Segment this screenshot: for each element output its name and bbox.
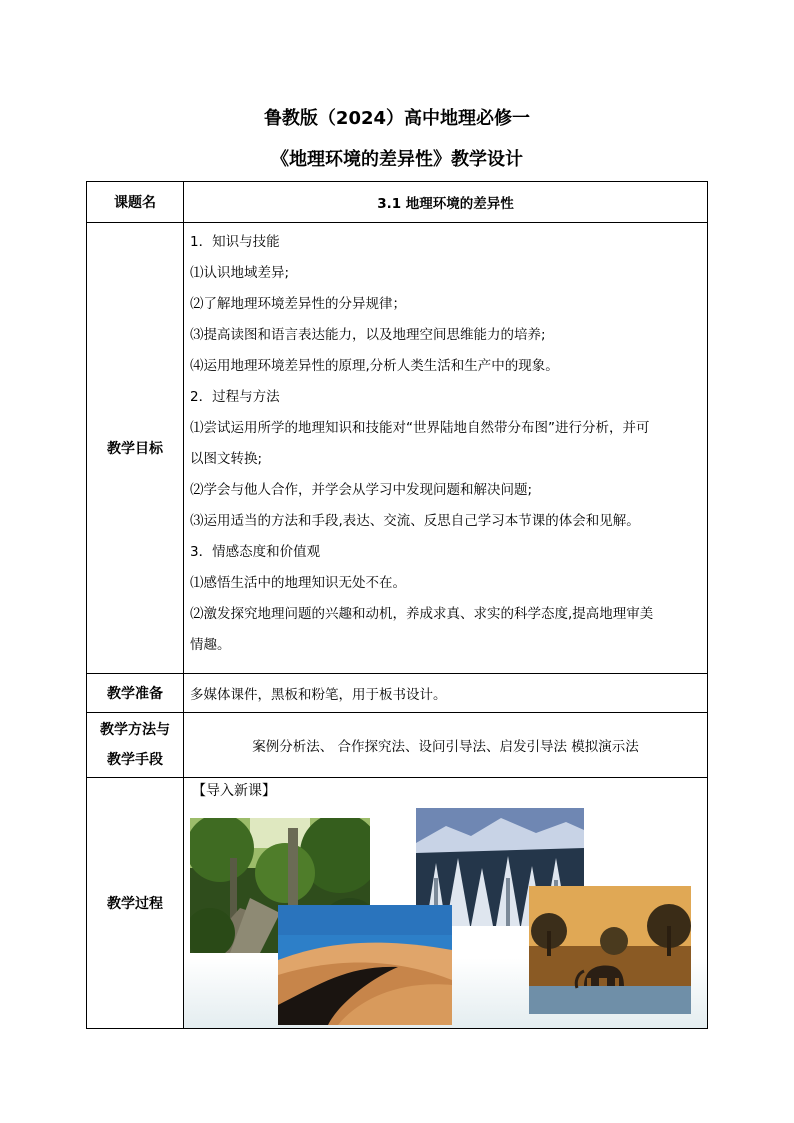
table-row-methods [87,713,708,778]
document-title: 鲁教版（2024）高中地理必修一 [263,108,531,129]
methods-label-line2: 教学手段 [107,752,163,768]
goal-line: 情趣。 [190,637,231,653]
goal-line: ⑵激发探究地理问题的兴趣和动机，养成求真、求实的科学态度,提高地理审美 [190,606,654,622]
methods-label [87,713,184,778]
table-row-prep [87,674,708,713]
table-row-topic [87,182,708,223]
goal-line: ⑶运用适当的方法和手段,表达、交流、反思自己学习本节课的体会和见解。 [190,513,640,529]
methods-label-line1: 教学方法与 [100,722,170,738]
goal-line: ⑴尝试运用所学的地理知识和技能对“世界陆地自然带分布图”进行分析，并可 [190,420,650,436]
goal-line: ⑵学会与他人合作，并学会从学习中发现问题和解决问题; [190,482,533,498]
goal-line: 以图文转换; [190,451,263,467]
methods-value: 案例分析法、 合作探究法、设问引导法、启发引导法 模拟演示法 [184,713,708,778]
topic-value: 3.1 地理环境的差异性 [184,182,708,223]
goal-line: 3．情感态度和价值观 [190,544,321,560]
process-label: 教学过程 [87,778,184,1029]
goal-line: ⑶提高读图和语言表达能力，以及地理空间思维能力的培养; [190,327,546,343]
goal-line: ⑴认识地域差异; [190,265,290,281]
goal-line: ⑷运用地理环境差异性的原理,分析人类生活和生产中的现象。 [190,358,559,374]
lesson-plan-table [86,181,708,1029]
prep-label: 教学准备 [87,674,184,713]
goal-line: 1．知识与技能 [190,234,280,250]
savanna-photo [529,886,691,1014]
goals-label: 教学目标 [87,223,184,674]
goal-line: 2．过程与方法 [190,389,280,405]
goals-content [184,223,708,674]
intro-heading: 【导入新课】 [192,783,276,799]
table-row-process [87,778,708,1029]
table-row-goals [87,223,708,674]
desert-photo [278,905,452,1025]
topic-label: 课题名 [87,182,184,223]
process-content [184,778,708,1029]
document-subtitle: 《地理环境的差异性》教学设计 [271,149,523,170]
prep-value: 多媒体课件，黑板和粉笔，用于板书设计。 [184,674,708,713]
goal-line: ⑴感悟生活中的地理知识无处不在。 [190,575,406,591]
goal-line: ⑵了解地理环境差异性的分异规律； [190,296,406,312]
